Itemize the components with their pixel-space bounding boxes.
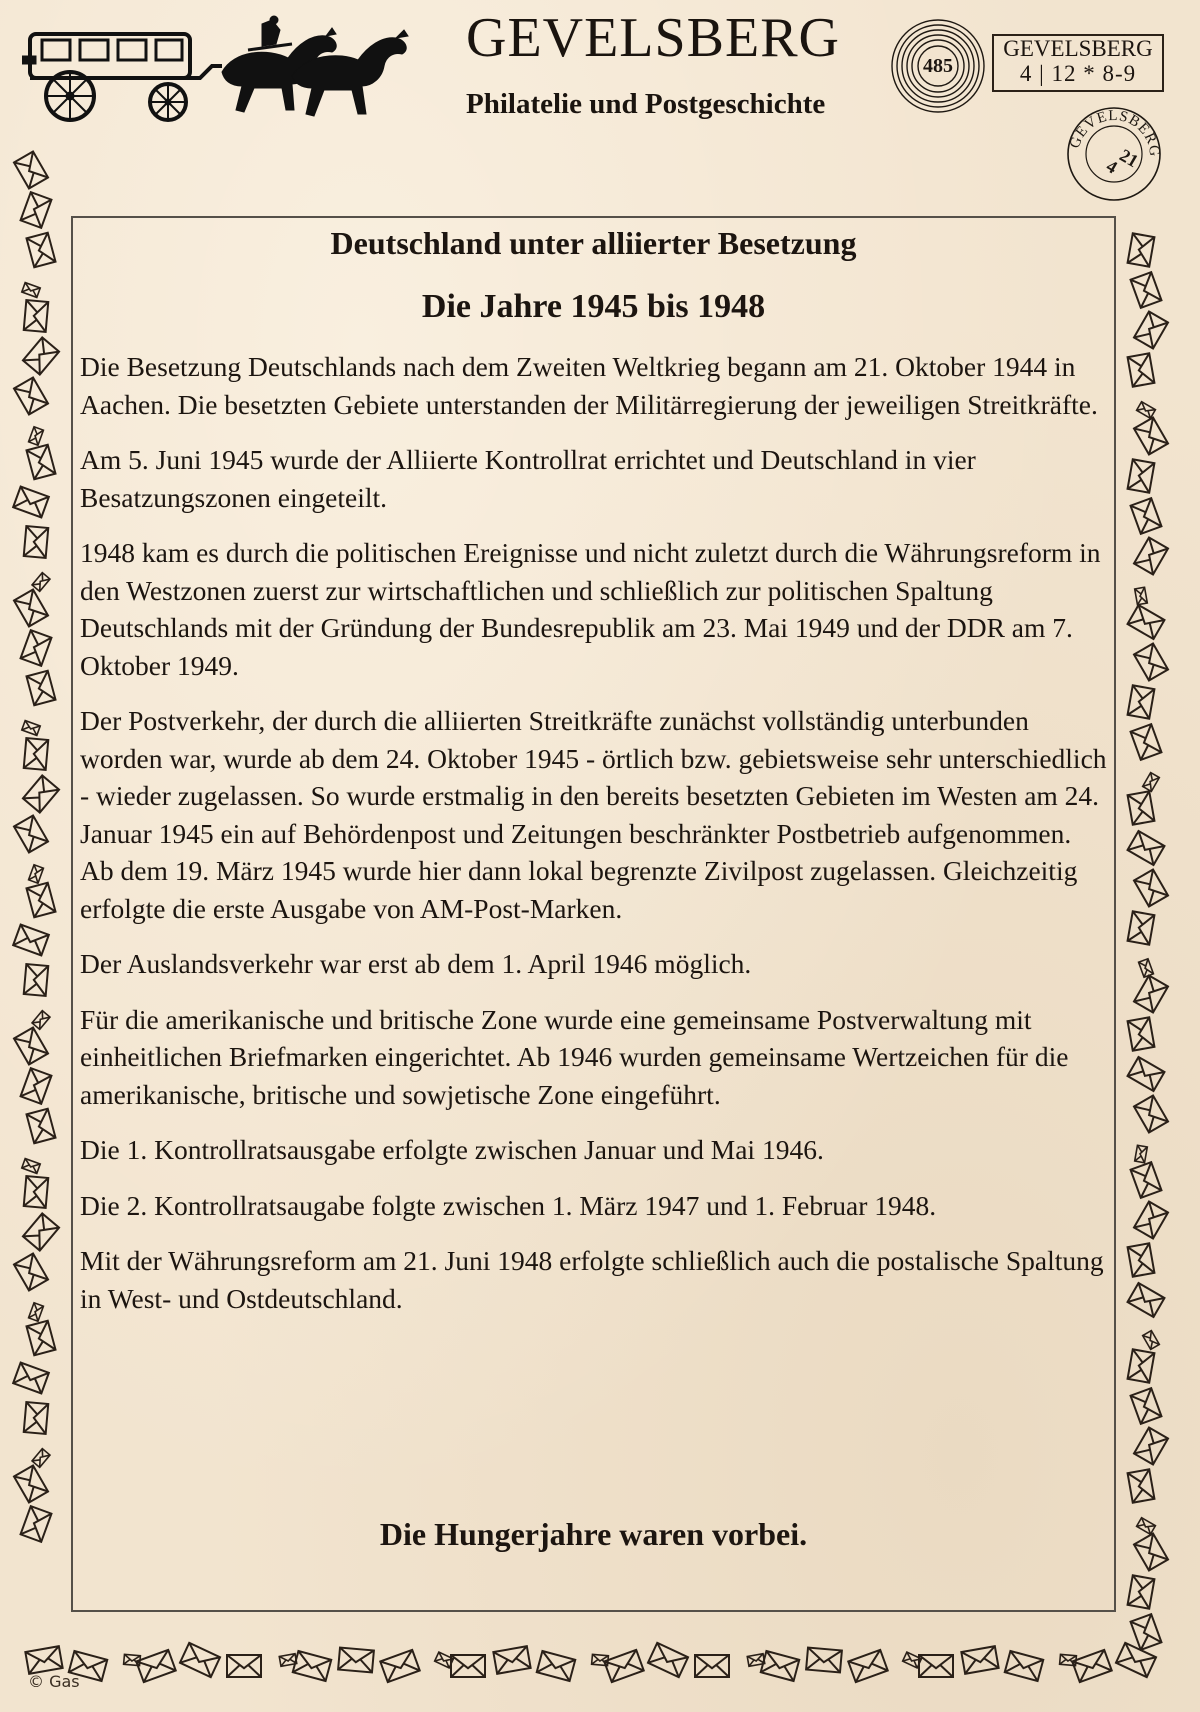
envelope-icon: [338, 1648, 374, 1673]
envelope-icon: [14, 816, 48, 853]
paragraph: Die 2. Kontrollratsaugabe folgte zwischen 1. März 1947 und 1. Februar 1948.: [80, 1189, 937, 1221]
envelope-icon: [1128, 459, 1155, 492]
envelope-icon: [961, 1646, 998, 1674]
envelope-icon: [761, 1651, 800, 1681]
envelope-icon: [1072, 1650, 1111, 1682]
envelope-icon: [21, 1506, 52, 1542]
envelope-icon: [13, 925, 49, 956]
envelope-icon: [29, 427, 44, 445]
envelope-icon: [24, 738, 49, 770]
envelope-icon: [21, 192, 52, 228]
envelope-icon: [23, 1213, 59, 1250]
envelope-icon: [1134, 1428, 1168, 1465]
envelope-icon: [380, 1650, 419, 1682]
envelope-icon: [1143, 1331, 1160, 1350]
envelope-icon: [227, 1655, 261, 1677]
paragraph: 1948 kam es durch die politischen Ereignisse und nicht zuletzt durch die Währungsreform in den Westzonen zuerst zur wirtschaftlichen und schließlich zur politischen Spaltung Deutschlands mit der Gründung der Bundesrepublik am 23. Mai 1949 und der DDR am 7. Oktober 1949.: [80, 537, 1101, 681]
paragraph: Mit der Währungsreform am 21. Juni 1948 erfolgte schließlich auch die postalische Spaltung in West- und Ostdeutschland.: [80, 1245, 1104, 1314]
page-subtitle: Philatelie und Postgeschichte: [466, 88, 826, 120]
closing-statement: Die Hungerjahre waren vorbei.: [379, 1516, 808, 1552]
box-postmark-line2: 4 | 12 * 8-9: [1019, 61, 1137, 86]
postmark-number: 485: [923, 54, 953, 77]
envelope-icon: [1005, 1651, 1044, 1681]
envelope-icon: [14, 1254, 48, 1291]
envelope-icon: [1128, 353, 1155, 386]
envelope-icon: [24, 964, 49, 996]
envelope-icon: [13, 487, 49, 518]
envelope-icon: [604, 1650, 643, 1682]
envelope-icon: [1128, 1057, 1165, 1091]
envelope-icon: [537, 1651, 576, 1681]
date-stamp-town: GEVELSBERG: [1066, 107, 1163, 158]
envelope-icon: [1128, 1469, 1155, 1502]
envelope-icon: [695, 1655, 729, 1677]
envelope-icon: [1143, 773, 1160, 792]
paragraph: Der Postverkehr, der durch die alliierten Streitkräfte zunächst vollständig unterbunden worden war, wurde ab dem 24. Oktober 1945 - örtlich bzw. gebietsweise sehr unterschiedlich - wieder zugelassen. So wurde erstmalig in den bereits besetzten Gebieten im Westen am 24. Januar 1945 ein auf Behördenpost und Zeitungen beschränkter Postbetrieb aufgenommen. Ab dem 19. März 1945 wurde hier dann lokal begrenzte Zivilpost zugelassen. Gleichzeitig erfolgte die erste Ausgabe von AM-Post-Marken.: [80, 705, 1107, 924]
paragraph: Die 1. Kontrollratsausgabe erfolgte zwischen Januar und Mai 1946.: [80, 1134, 824, 1165]
box-postmark-line1: GEVELSBERG: [1003, 36, 1153, 61]
envelope-icon: [1135, 587, 1148, 604]
copyright-note: © Gas: [28, 1672, 80, 1691]
envelope-icon: [1134, 976, 1168, 1013]
envelope-icon: [14, 1028, 48, 1065]
envelope-icon: [14, 1466, 48, 1503]
envelope-icon: [1116, 1643, 1156, 1677]
envelope-icon: [1131, 1614, 1162, 1650]
envelope-icon: [806, 1648, 842, 1673]
envelope-icon: [14, 152, 48, 189]
envelope-icon: [22, 721, 40, 736]
envelope-icon: [1131, 1162, 1162, 1198]
envelope-icon: [919, 1655, 953, 1677]
envelope-icon: [1134, 312, 1168, 349]
envelope-icon: [25, 1646, 62, 1674]
envelope-icon: [1134, 1096, 1168, 1133]
envelope-icon: [26, 883, 55, 918]
envelope-icon: [24, 300, 49, 332]
envelope-icon: [1134, 870, 1168, 907]
envelope-icon: [29, 865, 44, 883]
envelope-icon: [32, 1449, 50, 1468]
envelope-icon: [26, 671, 55, 706]
paragraph: Für die amerikanische und britische Zone wurde eine gemeinsame Postverwaltung mit einheitlichen Briefmarken eingerichtet. Ab 1946 wurden gemeinsame Wertzeichen für die amerikanische, britische und sowjetische Zone eingeführt.: [80, 1003, 1069, 1110]
envelope-icon: [29, 1303, 44, 1321]
envelope-icon: [1128, 1349, 1155, 1382]
envelope-icon: [136, 1650, 175, 1682]
section-subheading: Die Jahre 1945 bis 1948: [421, 288, 766, 325]
envelope-icon: [493, 1646, 530, 1674]
envelope-icon: [293, 1651, 332, 1681]
envelope-icon: [1134, 1202, 1168, 1239]
envelope-icon: [1134, 538, 1168, 575]
envelope-icon: [1134, 1534, 1168, 1571]
envelope-icon: [22, 1159, 40, 1174]
envelope-icon: [26, 1109, 55, 1144]
envelope-icon: [1137, 402, 1156, 419]
envelope-icon: [1128, 791, 1155, 824]
envelope-icon: [32, 1011, 50, 1030]
envelope-icon: [1128, 1017, 1155, 1050]
body-text: [80, 348, 1110, 1335]
envelope-icon: [1128, 605, 1165, 639]
envelope-icon: [1128, 685, 1155, 718]
envelope-icon: [1131, 724, 1162, 760]
envelope-icon: [1128, 911, 1155, 944]
envelope-icon: [1128, 1575, 1155, 1608]
envelope-icon: [22, 283, 40, 298]
date-stamp-day: 21: [1116, 144, 1142, 172]
envelope-icon: [32, 573, 50, 592]
paragraph: Die Besetzung Deutschlands nach dem Zweiten Weltkrieg begann am 21. Oktober 1944 in Aachen. Die besetzten Gebiete unterstanden der Militärregierung der jeweiligen Streitkräfte.: [80, 351, 1098, 420]
envelope-icon: [24, 526, 49, 558]
envelope-icon: [1128, 1243, 1155, 1276]
envelope-icon: [848, 1650, 887, 1682]
envelope-icon: [26, 445, 55, 480]
envelope-icon: [23, 337, 59, 374]
envelope-icon: [1128, 831, 1165, 865]
envelope-icon: [1139, 959, 1154, 977]
envelope-icon: [180, 1643, 220, 1677]
envelope-icon: [451, 1655, 485, 1677]
paragraph: Am 5. Juni 1945 wurde der Alliierte Kontrollrat errichtet und Deutschland in vier Besatzungszonen eingeteilt.: [80, 444, 976, 513]
envelope-icon: [1128, 233, 1155, 266]
envelope-icon: [1134, 644, 1168, 681]
envelope-icon: [21, 1068, 52, 1104]
envelope-icon: [24, 1402, 49, 1434]
envelope-icon: [1135, 1145, 1148, 1162]
envelope-icon: [13, 1363, 49, 1394]
paragraph: Der Auslandsverkehr war erst ab dem 1. April 1946 möglich.: [80, 948, 752, 979]
page-title: GEVELSBERG: [466, 7, 840, 69]
section-heading: Deutschland unter alliierter Besetzung: [330, 225, 857, 261]
envelope-icon: [648, 1643, 688, 1677]
envelope-icon: [26, 233, 55, 268]
envelope-icon: [1134, 418, 1168, 455]
envelope-icon: [1131, 272, 1162, 308]
envelope-icon: [1137, 1518, 1156, 1535]
envelope-icon: [26, 1321, 55, 1356]
envelope-icon: [24, 1176, 49, 1208]
envelope-icon: [21, 630, 52, 666]
envelope-icon: [14, 590, 48, 627]
envelope-icon: [23, 775, 59, 812]
envelope-icon: [14, 378, 48, 415]
envelope-icon: [1131, 498, 1162, 534]
envelope-icon: [1128, 1283, 1165, 1317]
envelope-icon: [1131, 1388, 1162, 1424]
date-stamp-month: 4: [1103, 155, 1121, 178]
